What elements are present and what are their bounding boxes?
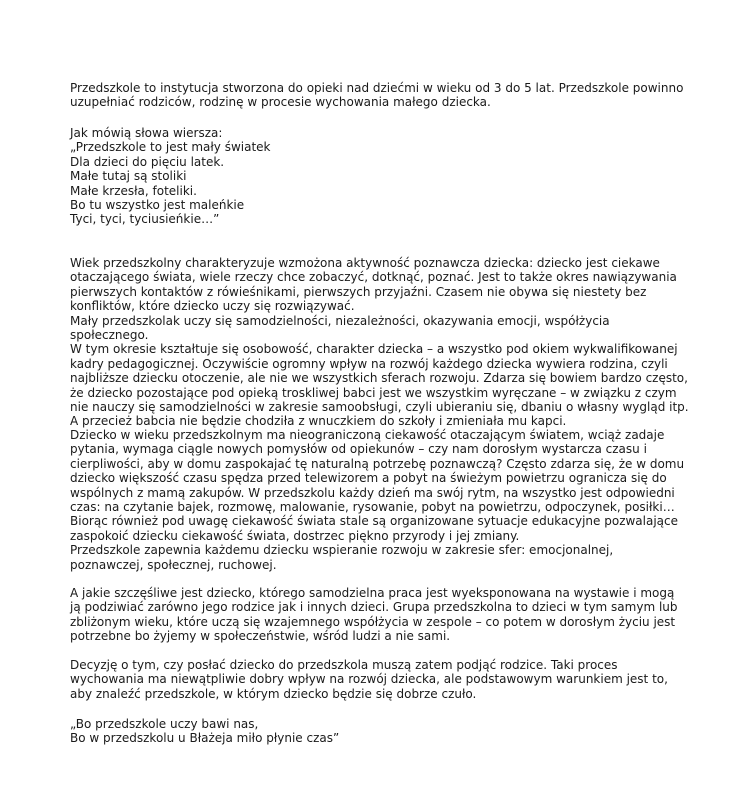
curiosity-paragraph: Dziecko w wieku przedszkolnym ma nieograniczoną ciekawość otaczającym światem, wciąż zadaje pytania, wymaga ciągle nowych pomysłów od opiekunów – czy nam dorosłym wystarcza czasu i cierpliwości, aby w domu zaspokajać tę naturalną potrzebę poznawczą? Często zdarza się, że w domu dziecko większość czasu spędza przed telewizorem a pobyt na świeżym powietrzu ogranicza się do wspólnych z mamą zakupów. W przedszkolu każdy dzień ma swój rytm, na wszystko jest odpowiedni czas: na czytanie bajek, rozmowę, malowanie, rysowanie, pobyt na powietrzu, odpoczynek, posiłki… Biorąc również pod uwagę ciekawość świata stale są organizowane sytuacje edukacyjne pozwalające zaspokoić dziecku ciekawość świata, dostrzec piękno przyrody i jej zmiany. Przedszkole zapewnia każdemu dziecku wspieranie rozwoju w zakresie sfer: emocjonalnej, poznawczej, społecznej, ruchowej. [70,428,685,572]
poem-paragraph: Jak mówią słowa wiersza: „Przedszkole to jest mały światek Dla dzieci do pięciu latek. Małe tutaj są stoliki Małe krzesła, foteliki. Bo tu wszystko jest maleńkie Tyci, tyci, tyciusieńkie…” [70,126,271,227]
closing-quote: „Bo przedszkole uczy bawi nas, Bo w przedszkolu u Błażeja miło płynie czas” [70,717,340,746]
intro-paragraph: Przedszkole to instytucja stworzona do opieki nad dziećmi w wieku od 3 do 5 lat. Przedszkole powinno uzupełniać rodziców, rodzinę w procesie wychowania małego dziecka. [70,81,684,110]
happy-child-paragraph: A jakie szczęśliwe jest dziecko, którego samodzielna praca jest wyeksponowana na wystawie i mogą ją podziwiać zarówno jego rodzice jak i innych dzieci. Grupa przedszkolna to dzieci w tym samym lub zbliżonym wieku, które uczą się wzajemnego współżycia w zespole – co potem w dorosłym życiu jest potrzebne bo żyjemy w społeczeństwie, wśród ludzi a nie sami. [70,586,678,644]
preschool-age-paragraph: Wiek przedszkolny charakteryzuje wzmożona aktywność poznawcza dziecka: dziecko jest ciekawe otaczającego świata, wiele rzeczy chce zobaczyć, dotknąć, poznać. Jest to także okres nawiązywania pierwszych kontaktów z rówieśnikami, pierwszych przyjaźni. Czasem nie obywa się niestety bez konfliktów, które dziecko uczy się rozwiązywać. Mały przedszkolak uczy się samodzielności, niezależności, okazywania emocji, współżycia społecznego. W tym okresie kształtuje się osobowość, charakter dziecka – a wszystko pod okiem wykwalifikowanej kadry pedagogicznej. Oczywiście ogromny wpływ na rozwój każdego dziecka wywiera rodzina, czyli najbliższe dziecku otoczenie, ale nie we wszystkich sferach rozwoju. Zdarza się bowiem bardzo często, że dziecko pozostające pod opieką troskliwej babci jest we wszystkim wyręczane – w związku z czym nie nauczy się samodzielności w zakresie samoobsługi, czyli ubieraniu się, dbaniu o własny wygląd itp. A przecież babcia nie będzie chodziła z wnuczkiem do szkoły i zmieniała mu kapci. [70,256,689,429]
decision-paragraph: Decyzję o tym, czy posłać dziecko do przedszkola muszą zatem podjąć rodzice. Taki proces wychowania ma niewątpliwie dobry wpływ na rozwój dziecka, ale podstawowym warunkiem jest to, aby znaleźć przedszkole, w którym dziecko będzie się dobrze czuło. [70,658,668,701]
